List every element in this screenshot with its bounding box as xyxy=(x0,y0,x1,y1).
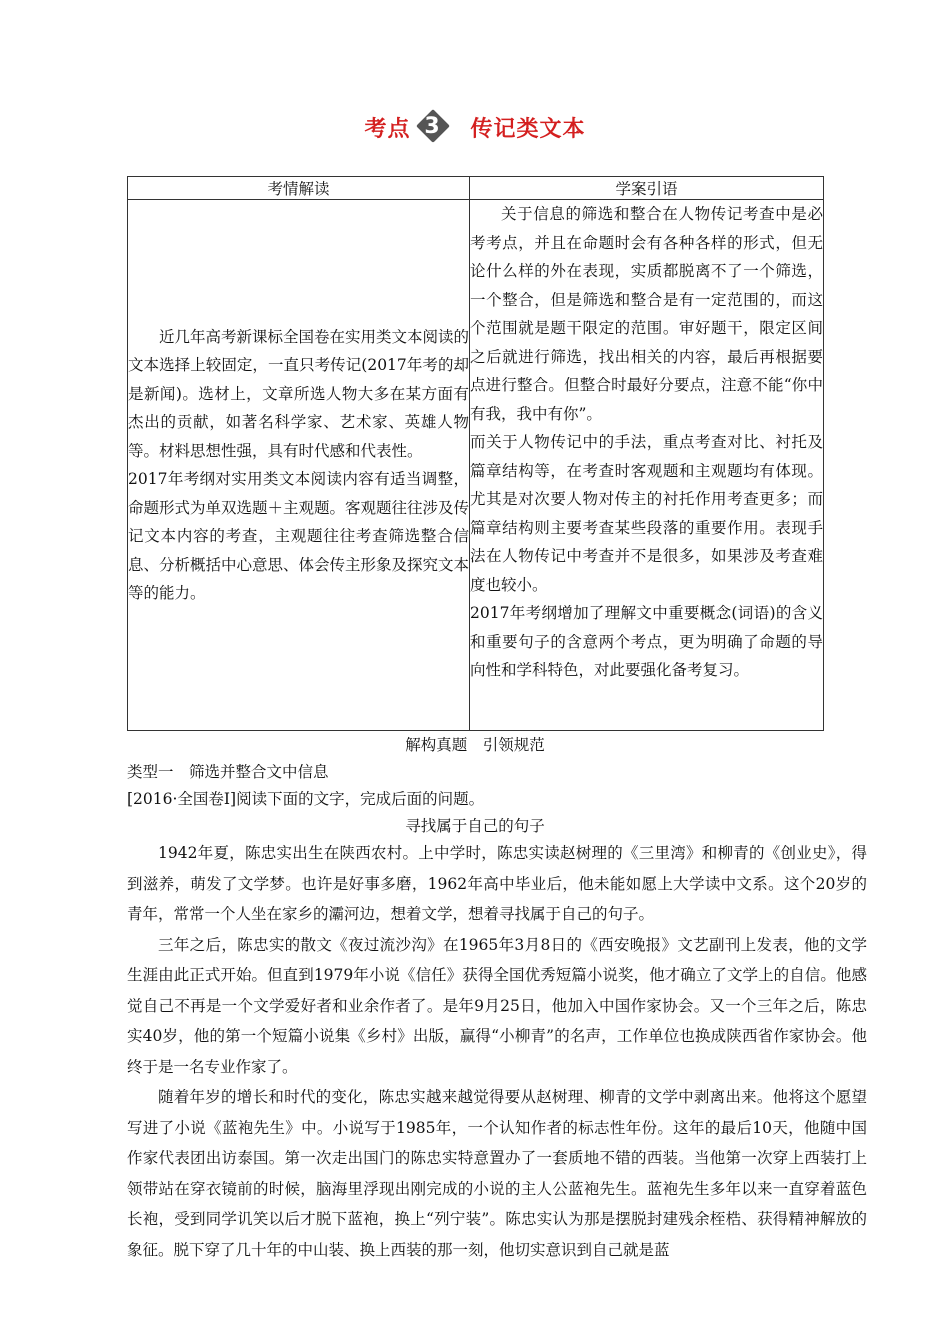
article-paragraph: 三年之后，陈忠实的散文《夜过流沙沟》在1965年3月8日的《西安晚报》文艺副刊上发表，他的文学生涯由此正式开始。但直到1979年小说《信任》获得全国优秀短篇小说奖，他才确立了文学上的自信。他感觉自己不再是一个文学爱好者和业余作者了。是年9月25日，他加入中国作家协会。又一个三年之后，陈忠实40岁，他的第一个短篇小说集《乡村》出版，赢得“小柳青”的名声，工作单位也换成陕西省作家协会。他终于是一名专业作家了。 xyxy=(127,935,867,1076)
left-paragraph-1: 近几年高考新课标全国卷在实用类文本阅读的文本选择上较固定，一直只考传记(2017年考的却是新闻)。选材上，文章所选人物大多在某方面有杰出的贡献，如著名科学家、艺术家、英雄人物等。材料思想性强，具有时代感和代表性。 xyxy=(128,327,470,460)
right-paragraph-3: 2017年考纲增加了理解文中重要概念(词语)的含义和重要句子的含意两个考点，更为明确了命题的导向性和学科特色，对此要强化备考复习。 xyxy=(470,604,823,679)
article-paragraph: 1942年夏，陈忠实出生在陕西农村。上中学时，陈忠实读赵树理的《三里湾》和柳青的《创业史》，得到滋养，萌发了文学梦。也许是好事多磨，1962年高中毕业后，他未能如愿上大学读中文系。这个20岁的青年，常常一个人坐在家乡的灞河边，想着文学，想着寻找属于自己的句子。 xyxy=(127,844,867,923)
right-paragraph-1: 关于信息的筛选和整合在人物传记考查中是必考考点，并且在命题时会有各种各样的形式，但无论什么样的外在表现，实质都脱离不了一个筛选，一个整合，但是筛选和整合是有一定范围的，而这个范围就是题干限定的范围。审好题干，限定区间之后就进行筛选，找出相关的内容，最后再根据要点进行整合。但整合时最好分要点，注意不能“你中有我，我中有你”。 xyxy=(470,205,823,423)
left-paragraph-2: 2017年考纲对实用类文本阅读内容有适当调整，命题形式为单双选题＋主观题。客观题往往涉及传记文本内容的考查，主观题往往考查筛选整合信息、分析概括中心意思、体会传主形象及探究文本等的能力。 xyxy=(128,470,470,602)
header-right: 学案引语 xyxy=(470,177,824,200)
header-left: 考情解读 xyxy=(128,177,470,200)
section-heading: 解构真题 引领规范 xyxy=(405,736,545,754)
article-body xyxy=(127,838,867,1265)
title-prefix: 考点 xyxy=(364,117,411,142)
title-text: 传记类文本 xyxy=(470,117,586,142)
left-cell xyxy=(128,200,470,731)
page-title xyxy=(0,112,950,143)
right-paragraph-2: 而关于人物传记中的手法，重点考查对比、衬托及篇章结构等，在考查时客观题和主观题均有体现。尤其是对次要人物对传主的衬托作用考查更多；而篇章结构则主要考查某些段落的重要作用。表现手法在人物传记中考查并不是很多，如果涉及考查难度也较小。 xyxy=(470,433,823,594)
type-label: 类型一 筛选并整合文中信息 xyxy=(127,763,329,781)
right-cell xyxy=(470,200,824,731)
source-line: [2016·全国卷Ⅰ]阅读下面的文字，完成后面的问题。 xyxy=(127,790,485,808)
info-table xyxy=(127,176,824,731)
article-paragraph: 随着年岁的增长和时代的变化，陈忠实越来越觉得要从赵树理、柳青的文学中剥离出来。他将这个愿望写进了小说《蓝袍先生》中。小说写于1985年，一个认知作者的标志性年份。这年的最后10天，他随中国作家代表团出访泰国。第一次走出国门的陈忠实特意置办了一套质地不错的西装。当他第一次穿上西装打上领带站在穿衣镜前的时候，脑海里浮现出刚完成的小说的主人公蓝袍先生。蓝袍先生多年以来一直穿着蓝色长袍，受到同学讥笑以后才脱下蓝袍，换上“列宁装”。陈忠实认为那是摆脱封建残余桎梏、获得精神解放的象征。脱下穿了几十年的中山装、换上西装的那一刻，他切实意识到自己就是蓝 xyxy=(127,1088,867,1259)
article-title: 寻找属于自己的句子 xyxy=(405,817,545,835)
number-badge-icon: 3 xyxy=(413,114,453,140)
